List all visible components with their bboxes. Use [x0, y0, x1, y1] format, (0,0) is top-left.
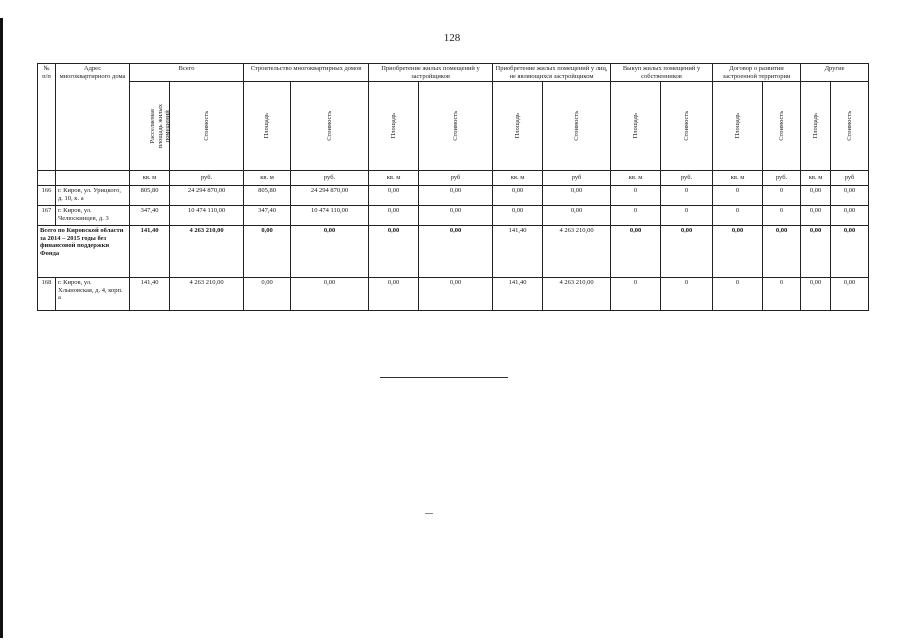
total-row — [38, 226, 869, 278]
cell: 0,00 — [419, 226, 493, 278]
sub-area-header: Площадь — [493, 82, 543, 171]
cell: 0,00 — [244, 226, 291, 278]
row-address: г. Киров, ул. Хлыновская, д. 4, корп. а — [56, 278, 130, 311]
subheader-row — [38, 82, 869, 171]
stray-mark — [425, 513, 433, 514]
cell: 805,80 — [244, 186, 291, 206]
sub-cost-header: Стоимость — [831, 82, 869, 171]
unit-area: кв. м — [369, 171, 419, 186]
cell: 0,00 — [831, 278, 869, 311]
group-total-header: Всего — [130, 64, 244, 82]
group-purchase-developer-header: Приобретение жилых помещений у застройщиков — [369, 64, 493, 82]
cell: 0,00 — [831, 226, 869, 278]
cell: 0,00 — [369, 206, 419, 226]
cell: 0,00 — [493, 186, 543, 206]
cell: 0,00 — [543, 206, 611, 226]
cell: 0,00 — [291, 278, 369, 311]
unit-rub: руб. — [763, 171, 801, 186]
sub-cost-header: Стоимость — [291, 82, 369, 171]
table-row — [38, 278, 869, 311]
cell: 10 474 110,00 — [170, 206, 244, 226]
cell: 0 — [713, 186, 763, 206]
sub-area-header: Площадь — [713, 82, 763, 171]
col-address-header: Адрес многоквартирного дома — [56, 64, 130, 171]
unit-rub: руб — [419, 171, 493, 186]
table-row — [38, 206, 869, 226]
cell: 805,80 — [130, 186, 170, 206]
cell: 0 — [763, 186, 801, 206]
cell: 0 — [713, 278, 763, 311]
unit-rub: руб. — [170, 171, 244, 186]
row-number: 166 — [38, 186, 56, 206]
cell: 141,40 — [130, 278, 170, 311]
total-label: Всего по Кировской области за 2014 – 2015 годы без финансовой поддержки Фонда — [38, 226, 130, 278]
cell: 0,00 — [419, 206, 493, 226]
binding-margin-line — [0, 18, 3, 638]
cell: 0,00 — [713, 226, 763, 278]
cell: 141,40 — [130, 226, 170, 278]
unit-area: кв. м — [130, 171, 170, 186]
group-header-row — [38, 64, 869, 82]
sub-area-header: Расселяемая площадь жилых помещений — [130, 82, 170, 171]
cell: 0,00 — [801, 226, 831, 278]
cell: 10 474 110,00 — [291, 206, 369, 226]
sub-area-header: Площадь — [801, 82, 831, 171]
cell: 4 263 210,00 — [543, 278, 611, 311]
unit-cell — [56, 171, 130, 186]
cell: 0,00 — [801, 206, 831, 226]
sub-cost-header: Стоимость — [763, 82, 801, 171]
cell: 0 — [611, 278, 661, 311]
unit-area: кв. м — [801, 171, 831, 186]
row-number: 167 — [38, 206, 56, 226]
table-row — [38, 186, 869, 206]
cell: 141,40 — [493, 278, 543, 311]
unit-rub: руб — [543, 171, 611, 186]
row-number: 168 — [38, 278, 56, 311]
cell: 0,00 — [543, 186, 611, 206]
cell: 0,00 — [291, 226, 369, 278]
cell: 0 — [611, 206, 661, 226]
cell: 0 — [661, 278, 713, 311]
cell: 0 — [713, 206, 763, 226]
cell: 0,00 — [419, 278, 493, 311]
unit-area: кв. м — [493, 171, 543, 186]
end-of-table-rule — [380, 377, 508, 378]
unit-cell — [38, 171, 56, 186]
sub-cost-header: Стоимость — [170, 82, 244, 171]
sub-cost-header: Стоимость — [419, 82, 493, 171]
sub-area-header: Площадь — [369, 82, 419, 171]
sub-cost-header: Стоимость — [543, 82, 611, 171]
resettlement-table — [37, 63, 869, 311]
cell: 347,40 — [130, 206, 170, 226]
cell: 0 — [661, 186, 713, 206]
cell: 0,00 — [801, 186, 831, 206]
sub-area-header: Площадь — [611, 82, 661, 171]
cell: 347,40 — [244, 206, 291, 226]
sub-area-header: Площадь — [244, 82, 291, 171]
group-other-header: Другие — [801, 64, 869, 82]
cell: 4 263 210,00 — [170, 226, 244, 278]
unit-area: кв. м — [611, 171, 661, 186]
cell: 0,00 — [493, 206, 543, 226]
cell: 0,00 — [244, 278, 291, 311]
cell: 0 — [611, 186, 661, 206]
cell: 0 — [661, 206, 713, 226]
group-development-agreement-header: Договор о развитии застроенной территории — [713, 64, 801, 82]
cell: 4 263 210,00 — [170, 278, 244, 311]
page-number: 128 — [443, 32, 461, 44]
cell: 0,00 — [369, 186, 419, 206]
unit-area: кв. м — [244, 171, 291, 186]
cell: 0,00 — [419, 186, 493, 206]
cell: 0,00 — [831, 186, 869, 206]
cell: 0,00 — [611, 226, 661, 278]
cell: 0,00 — [831, 206, 869, 226]
unit-rub: руб. — [661, 171, 713, 186]
unit-rub: руб. — [291, 171, 369, 186]
cell: 0,00 — [661, 226, 713, 278]
cell: 0,00 — [369, 226, 419, 278]
row-address: г. Киров, ул. Урицкого, д. 10, к. а — [56, 186, 130, 206]
cell: 0,00 — [801, 278, 831, 311]
cell: 0,00 — [763, 226, 801, 278]
unit-area: кв. м — [713, 171, 763, 186]
col-num-header: № п/п — [38, 64, 56, 171]
cell: 0,00 — [369, 278, 419, 311]
unit-rub: руб — [831, 171, 869, 186]
cell: 4 263 210,00 — [543, 226, 611, 278]
row-address: г. Киров, ул. Челюскинцев, д. 3 — [56, 206, 130, 226]
group-construction-header: Строительство многоквартирных домов — [244, 64, 369, 82]
cell: 0 — [763, 206, 801, 226]
unit-row — [38, 171, 869, 186]
group-buyout-header: Выкуп жилых помещений у собственников — [611, 64, 713, 82]
cell: 24 294 870,00 — [291, 186, 369, 206]
cell: 0 — [763, 278, 801, 311]
group-purchase-nondeveloper-header: Приобретение жилых помещений у лиц, не являющихся застройщиком — [493, 64, 611, 82]
cell: 24 294 870,00 — [170, 186, 244, 206]
sub-cost-header: Стоимость — [661, 82, 713, 171]
cell: 141,40 — [493, 226, 543, 278]
